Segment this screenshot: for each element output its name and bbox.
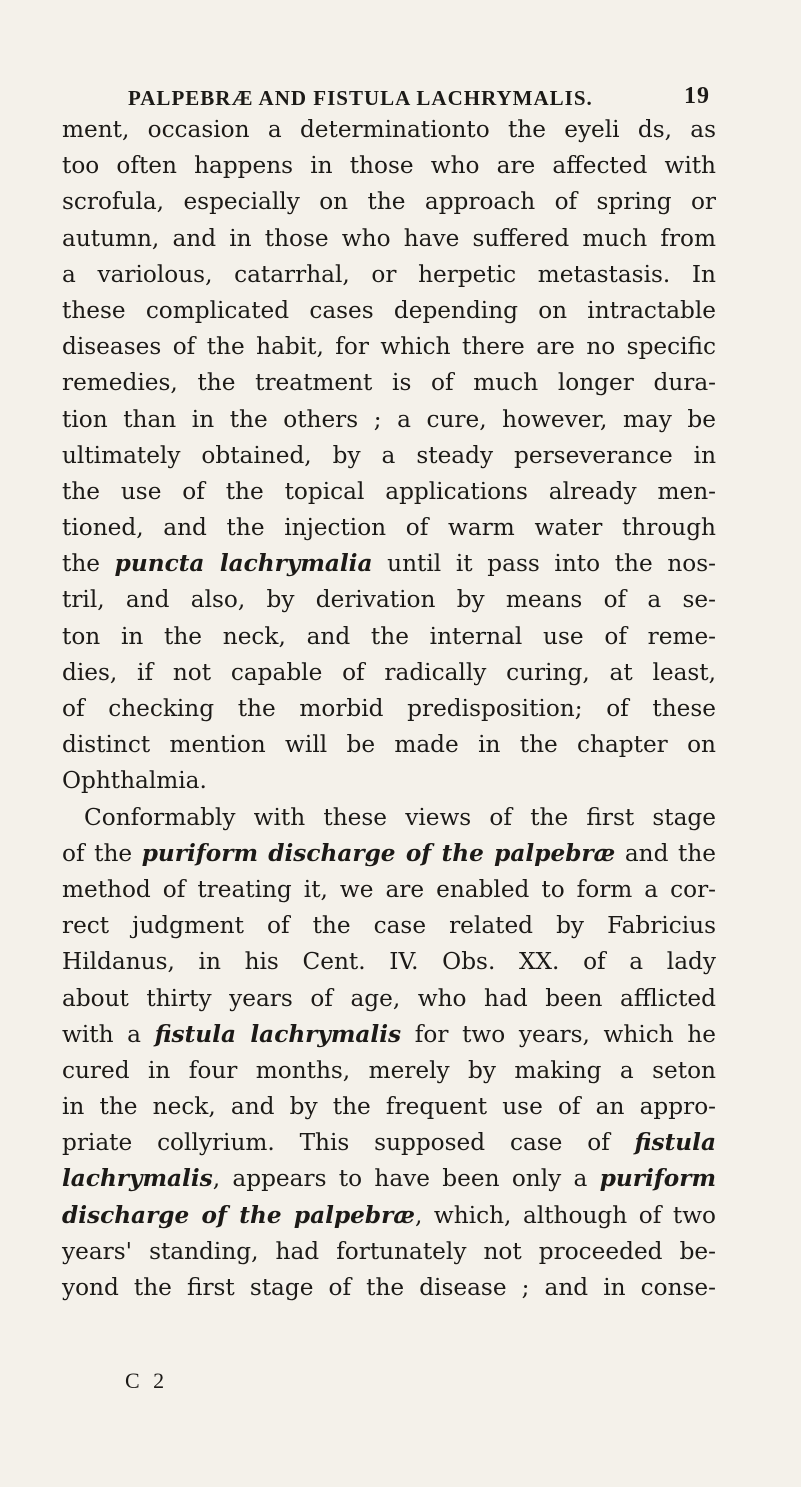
text-segment: with a bbox=[62, 1020, 155, 1048]
text-segment: years' standing, had fortunately not proceeded be- bbox=[62, 1237, 716, 1265]
text-line bbox=[62, 221, 716, 257]
text-segment: remedies, the treatment is of much longer dura- bbox=[62, 369, 716, 397]
text-segment: ultimately obtained, by a steady perseverance in bbox=[62, 441, 716, 469]
text-line bbox=[62, 1198, 716, 1234]
text-line bbox=[62, 510, 716, 546]
text-line bbox=[62, 1089, 716, 1125]
italic-phrase: puriform discharge of the palpebræ bbox=[141, 839, 616, 867]
text-segment: Ophthalmia. bbox=[62, 767, 207, 795]
text-segment: in the neck, and by the frequent use of an appro- bbox=[62, 1093, 716, 1121]
text-segment: these complicated cases depending on intractable bbox=[62, 296, 716, 324]
text-line bbox=[62, 1161, 716, 1197]
text-line bbox=[62, 944, 716, 980]
text-line bbox=[62, 365, 716, 401]
text-line bbox=[62, 184, 716, 220]
text-segment: tion than in the others ; a cure, however, may be bbox=[62, 405, 716, 433]
text-line bbox=[62, 1270, 716, 1306]
text-segment: Hildanus, in his Cent. IV. Obs. XX. of a lady bbox=[62, 948, 716, 976]
text-line bbox=[62, 329, 716, 365]
text-segment: about thirty years of age, who had been afflicted bbox=[62, 984, 716, 1012]
text-segment: priate collyrium. This supposed case of bbox=[62, 1129, 635, 1157]
text-line bbox=[62, 148, 716, 184]
running-head-title: PALPEBRÆ AND FISTULA LACHRYMALIS. bbox=[128, 86, 593, 110]
text-line bbox=[62, 438, 716, 474]
text-segment: , appears to have been only a bbox=[212, 1165, 600, 1193]
text-segment: distinct mention will be made in the chapter on bbox=[62, 731, 716, 759]
text-line bbox=[62, 981, 716, 1017]
text-line bbox=[62, 582, 716, 618]
text-segment: cured in four months, merely by making a seton bbox=[62, 1056, 716, 1084]
text-line bbox=[62, 727, 716, 763]
italic-phrase: fistula bbox=[634, 1129, 716, 1157]
text-line bbox=[62, 872, 716, 908]
text-segment: yond the first stage of the disease ; and in conse- bbox=[62, 1274, 716, 1301]
text-segment: a variolous, catarrhal, or herpetic metastasis. In bbox=[62, 260, 716, 288]
text-line bbox=[62, 908, 716, 944]
text-segment: method of treating it, we are enabled to form a cor- bbox=[62, 875, 716, 903]
text-line bbox=[62, 800, 716, 836]
text-segment: , which, although of two bbox=[414, 1201, 716, 1229]
text-segment: and the bbox=[615, 839, 716, 867]
text-line bbox=[62, 257, 716, 293]
text-line bbox=[62, 112, 716, 148]
text-segment: tioned, and the injection of warm water through bbox=[62, 514, 716, 542]
text-segment: scrofula, especially on the approach of spring or bbox=[62, 188, 716, 216]
text-segment: too often happens in those who are affected with bbox=[62, 152, 716, 180]
text-line bbox=[62, 546, 716, 582]
text-segment: the bbox=[62, 550, 115, 578]
text-segment: Conformably with these views of the first stage bbox=[84, 803, 716, 831]
text-line bbox=[62, 474, 716, 510]
text-line bbox=[62, 763, 716, 799]
text-line bbox=[62, 836, 716, 872]
text-segment: dies, if not capable of radically curing, at least, bbox=[62, 658, 716, 686]
text-segment: the use of the topical applications already men- bbox=[62, 477, 716, 505]
italic-phrase: discharge of the palpebræ bbox=[62, 1201, 415, 1229]
text-line bbox=[62, 655, 716, 691]
text-line bbox=[62, 402, 716, 438]
text-segment: autumn, and in those who have suffered much from bbox=[62, 224, 716, 252]
text-segment: ment, occasion a determinationto the eyeli ds, as bbox=[62, 116, 716, 143]
text-line bbox=[62, 1017, 716, 1053]
text-segment: tril, and also, by derivation by means of a se- bbox=[62, 586, 716, 614]
italic-phrase: puriform bbox=[599, 1165, 716, 1193]
text-line bbox=[62, 1125, 716, 1161]
text-line bbox=[62, 1053, 716, 1089]
text-segment: diseases of the habit, for which there are no specific bbox=[62, 333, 716, 361]
text-segment: for two years, which he bbox=[401, 1020, 716, 1048]
text-line bbox=[62, 691, 716, 727]
text-line bbox=[62, 619, 716, 655]
text-segment: rect judgment of the case related by Fabricius bbox=[62, 912, 716, 940]
italic-phrase: lachrymalis bbox=[62, 1165, 213, 1193]
text-segment: of checking the morbid predisposition; of these bbox=[62, 695, 716, 722]
text-line bbox=[62, 1234, 716, 1270]
text-line bbox=[62, 293, 716, 329]
page-number: 19 bbox=[684, 83, 710, 109]
italic-phrase: puncta lachrymalia bbox=[114, 550, 373, 578]
text-segment: ton in the neck, and the internal use of reme- bbox=[62, 622, 716, 650]
signature-mark: C 2 bbox=[125, 1368, 169, 1393]
body-text bbox=[62, 112, 716, 1306]
text-segment: until it pass into the nos- bbox=[372, 550, 716, 578]
text-segment: of the bbox=[62, 839, 142, 867]
italic-phrase: fistula lachrymalis bbox=[154, 1020, 402, 1048]
